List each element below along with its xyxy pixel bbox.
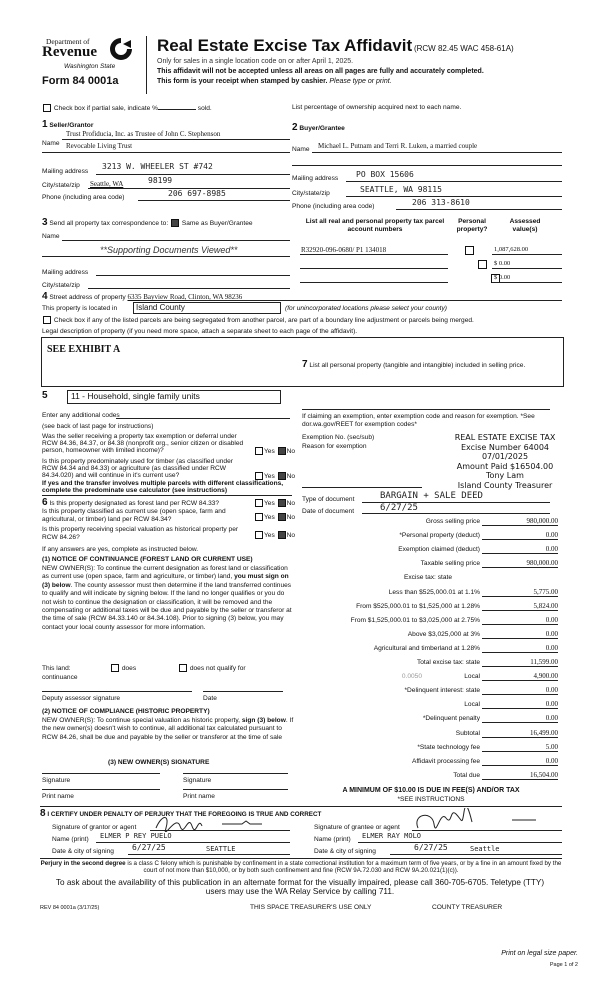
stamp-line: Island County Treasurer: [457, 480, 553, 490]
tax-label: Total due: [453, 771, 480, 779]
s6q1-no-checkbox[interactable]: [278, 499, 286, 507]
revenue-logo-text: Revenue: [42, 44, 97, 60]
grantor-name: ELMER P REY PUELO: [100, 832, 172, 840]
tax-value[interactable]: 5.00: [482, 743, 558, 752]
doc-type: BARGAIN + SALE DEED: [380, 491, 483, 501]
tax-value[interactable]: 0.00: [482, 644, 558, 653]
department-of-label: Department of: [46, 37, 90, 46]
buyer-name-field[interactable]: [312, 152, 562, 153]
tax-row: [300, 713, 562, 725]
signature-label-2: Signature: [183, 777, 212, 784]
q2-no-checkbox[interactable]: [278, 472, 286, 480]
tax-label: Gross selling price: [425, 518, 480, 525]
seller-heading-label: Seller/Grantor: [49, 122, 94, 129]
seller-name-line-2: [42, 152, 290, 153]
does-not-checkbox[interactable]: [179, 664, 187, 672]
seller-name-1: Trust Profiducia, Inc. as Trustee of John C. Stephenson: [66, 130, 221, 138]
grantee-name: ELMER RAY MOLO: [362, 832, 422, 840]
tax-value[interactable]: 0.00: [482, 616, 558, 625]
current-use-question: Is this property classified as current use (open space, farm and agricultural, or timber) land per RCW 84.34?: [42, 508, 226, 524]
n2-text-b: sign (3) below: [241, 717, 286, 724]
partial-sale: [42, 104, 212, 112]
codes-note: (see back of last page for instructions): [42, 423, 154, 430]
section-number: 4: [42, 291, 48, 302]
seller-zip: 98199: [148, 176, 173, 185]
header-divider: [146, 36, 147, 94]
doc-date-field[interactable]: [362, 513, 550, 514]
tax-row: [300, 629, 562, 641]
tax-value[interactable]: 0.00: [482, 757, 558, 766]
grantor-date: 6/27/25: [132, 843, 166, 852]
assessed-value: $ 0.00: [494, 274, 511, 281]
additional-codes-label: Enter any additional codes: [42, 412, 120, 419]
type-print-note: Please type or print.: [329, 78, 392, 85]
assessed-value-field[interactable]: [492, 282, 562, 283]
alternate-format-note: To ask about the availability of this publication in an alternate format for the visually impaired, please call 360-705-6705. Teletype (TTY) users may use the WA Relay Service by calling 711.: [55, 878, 545, 896]
partial-percent-field[interactable]: [158, 109, 196, 110]
print-label-2: Print name: [183, 793, 215, 800]
parcel-header-numbers: List all real and personal property tax parcel account numbers: [305, 218, 445, 233]
receipt-note: This form is your receipt when stamped by cashier.: [157, 78, 328, 85]
segregated-row: [42, 316, 474, 324]
local-rate: 0.0050: [401, 673, 422, 681]
stamp-line: Excise Number 64004: [460, 442, 550, 452]
signature-label-1: Signature: [42, 777, 71, 784]
use-code-value: 11 - Household, single family units: [71, 391, 200, 401]
county-treasurer-label: COUNTY TREASURER: [432, 904, 503, 911]
tax-value[interactable]: 16,499.00: [482, 729, 558, 738]
title-text: Real Estate Excise Tax Affidavit: [157, 36, 413, 55]
section-5-number: 5: [42, 390, 48, 401]
tax-label: Affidavit processing fee: [411, 757, 480, 765]
corr-city-field[interactable]: [88, 288, 290, 289]
deputy-sig-line[interactable]: [42, 691, 192, 692]
grantor-signature: [152, 812, 272, 832]
assessed-value: 1,087,628.00: [494, 246, 529, 253]
segregated-checkbox[interactable]: [43, 316, 51, 324]
tax-label: Local: [464, 701, 480, 709]
s6q3-answer: [254, 531, 295, 539]
parcel-number-field[interactable]: [300, 282, 448, 283]
tax-row: [300, 699, 562, 711]
tax-value[interactable]: 5,824.00: [482, 602, 558, 611]
tax-value[interactable]: 980,000.00: [482, 517, 558, 526]
signature-line-1[interactable]: [42, 773, 160, 774]
correspondence-label: Send all property tax correspondence to:: [49, 220, 169, 227]
yes-label: Yes: [264, 447, 275, 455]
historical-question: Is this property receiving special valuation as historical property per RCW 84.26?: [42, 526, 239, 542]
tax-row: [300, 756, 562, 768]
corr-mail-field[interactable]: [96, 275, 290, 276]
grantee-city: Seattle: [470, 845, 500, 853]
seller-mail: 3213 W. WHEELER ST #742: [102, 162, 213, 171]
county-note: (for unincorporated locations please select your county): [285, 305, 448, 312]
tax-row: [300, 728, 562, 740]
section-8-bottom-rule: [40, 858, 562, 859]
s6q1-answer: [254, 499, 295, 507]
personal-property-checkbox[interactable]: [478, 260, 487, 269]
street-field[interactable]: [140, 300, 562, 301]
notice-3-title: (3) NEW OWNER(S) SIGNATURE: [108, 759, 210, 766]
print-label-1: Print name: [42, 793, 74, 800]
parcel-number: R32920-096-0680/ P1 134018: [301, 246, 387, 254]
tax-row: [300, 558, 562, 570]
section-number: 8: [40, 808, 46, 819]
minimum-note: A MINIMUM OF $10.00 IS DUE IN FEE(S) AND/OR TAX: [342, 787, 520, 794]
does-option: [110, 664, 136, 672]
tax-row: [300, 742, 562, 754]
seller-city-label: City/state/zip: [42, 182, 80, 189]
q2-yes-checkbox[interactable]: [255, 472, 263, 480]
subtitle-2: This affidavit will not be accepted unless all areas on all pages are fully and accurately completed.: [157, 68, 484, 75]
continuance-label: continuance: [42, 674, 78, 681]
tax-label: Exemption claimed (deduct): [398, 546, 480, 554]
timber-question-note: If yes and the transfer involves multiple parcels with different classifications, complete the predominate use calculator (see instructions): [42, 480, 284, 495]
divider: [42, 495, 292, 496]
forest-question-text: Is this property designated as forest land per RCW 84.33?: [49, 500, 220, 507]
parcel-header-value: Assessed value(s): [509, 218, 541, 233]
buyer-phone-label: Phone (including area code): [292, 203, 375, 210]
grantee-date: 6/27/25: [414, 843, 448, 852]
perjury-bold: Perjury in the second degree: [40, 860, 126, 867]
grantee-signature: [412, 808, 552, 832]
tax-label: Taxable selling price: [420, 560, 480, 568]
buyer-city-label: City/state/zip: [292, 190, 330, 197]
buyer-phone: 206 313-8610: [412, 198, 470, 207]
print-line-2[interactable]: [183, 789, 288, 790]
exemption-no-label: Exemption No. (sec/sub): [302, 434, 375, 441]
legal-description: SEE EXHIBIT A: [47, 344, 121, 355]
grantee-date-field[interactable]: [390, 854, 562, 855]
n2-text-a: NEW OWNER(S): To continue special valuation as historic property,: [42, 717, 241, 724]
partial-sale-label: Check box if partial sale, indicate %: [53, 104, 158, 112]
county-value: Island County: [136, 303, 185, 312]
notice-1-title: (1) NOTICE OF CONTINUANCE (FOREST LAND OR CURRENT USE): [42, 556, 253, 563]
yes-label: Yes: [264, 513, 275, 521]
s6q1-yes-checkbox[interactable]: [255, 499, 263, 507]
parcel-number-field[interactable]: [300, 254, 448, 255]
personal-property-text: List all personal property (tangible and intangible) included in selling price.: [309, 362, 526, 369]
tax-label: *Personal property (deduct): [399, 532, 480, 540]
doc-type-label: Type of document: [302, 496, 355, 503]
page-number: Page 1 of 2: [549, 962, 578, 968]
q1-no-checkbox[interactable]: [278, 447, 286, 455]
parcel-number-field[interactable]: [300, 268, 448, 269]
supporting-documents-note: **Supporting Documents Viewed**: [100, 245, 238, 255]
tax-value[interactable]: 0.00: [482, 531, 558, 540]
q1-answer: [254, 447, 295, 455]
tax-row: [300, 530, 562, 542]
personal-property-checkbox[interactable]: [465, 246, 474, 255]
corr-name-line-2: [42, 256, 290, 257]
n1-text-a: NEW OWNER(S): To continue the current designation as forest land or classification as current use (open space, farm and agriculture, or timber) land,: [42, 565, 288, 581]
this-land-label: This land:: [42, 665, 71, 672]
seller-city: Seattle, WA: [90, 180, 124, 188]
tax-row: [300, 544, 562, 556]
tax-label: *State technology fee: [417, 743, 480, 751]
n1-text-b: you must sign on (3) below: [42, 573, 289, 589]
timber-question-text: Is this property predominately used for timber (as classified under RCW 84.34 and 84.33) or agriculture (as classified under RCW 84.34.020) and will continue in it's current use?: [42, 458, 233, 480]
tax-row: [300, 770, 562, 782]
signature-line-2[interactable]: [183, 773, 288, 774]
street-label: Street address of property: [49, 294, 126, 301]
seller-phone-label: Phone (including area code): [42, 194, 125, 201]
doc-date-label: Date of document: [302, 508, 355, 515]
form-title: [157, 36, 514, 56]
grantor-date-label: Date & city of signing: [52, 848, 114, 855]
print-line-1[interactable]: [42, 789, 160, 790]
doc-date: 6/27/25: [380, 503, 418, 513]
exemption-question: Was the seller receiving a property tax exemption or deferral under RCW 84.36, 84.37, or 84.38 (nonprofit org., senior citizen or disabled person, homeowner with limited income)?: [42, 433, 244, 455]
does-checkbox[interactable]: [111, 664, 119, 672]
no-label: No: [286, 499, 296, 507]
tax-label: *Delinquent interest: state: [404, 687, 480, 695]
tax-value[interactable]: 4,900.00: [482, 672, 558, 681]
buyer-mail-label: Mailing address: [292, 175, 339, 182]
section-number: 3: [42, 217, 48, 228]
tax-row: [300, 587, 562, 599]
tax-value[interactable]: 0.00: [482, 686, 558, 695]
tax-label: Local: [464, 673, 480, 681]
tax-label: Less than $525,000.01 at 1.1%: [388, 588, 480, 596]
treasurer-use-label: THIS SPACE TREASURER'S USE ONLY: [250, 904, 372, 911]
s6q2-no-checkbox[interactable]: [278, 513, 286, 521]
section-number: 6: [42, 497, 48, 508]
seller-name-label: Name: [42, 140, 60, 147]
grantee-sig-label: Signature of grantee or agent: [314, 824, 400, 831]
buyer-name-line-2: [292, 165, 562, 166]
corr-name-field[interactable]: [62, 240, 290, 241]
tax-label: Total excise tax: state: [416, 659, 480, 666]
section-number: 2: [292, 122, 298, 133]
reason-label: Reason for exemption: [302, 443, 367, 450]
q1-yes-checkbox[interactable]: [255, 447, 263, 455]
same-as-buyer-checkbox[interactable]: [171, 219, 179, 227]
exemption-note: If claiming an exemption, enter exemption code and reason for exemption. *See dor.wa.gov/REET for exemption codes*: [302, 413, 535, 429]
use-code-select[interactable]: [67, 390, 281, 404]
county-select[interactable]: [133, 302, 281, 314]
does-not-option: [178, 664, 246, 672]
partial-sale-checkbox[interactable]: [43, 104, 51, 112]
date-label: Date: [203, 695, 217, 702]
seller-phone-field[interactable]: [138, 200, 290, 201]
sold-label: sold.: [197, 104, 212, 112]
assessed-value-field[interactable]: [492, 254, 562, 255]
tax-label: From $525,000.01 to $1,525,000 at 1.28%: [356, 602, 480, 610]
tax-value[interactable]: 16,504.00: [482, 771, 558, 780]
assessed-value: $ 0.00: [494, 260, 511, 267]
washington-state-label: Washington State: [64, 63, 116, 70]
same-as-buyer-label: Same as Buyer/Grantee: [181, 220, 253, 227]
forest-question: [42, 497, 219, 508]
dor-logo-icon: [107, 36, 135, 62]
section-number: 1: [42, 119, 48, 130]
personal-property-field[interactable]: [302, 409, 550, 410]
tax-label: Agricultural and timberland at 1.28%: [373, 644, 480, 652]
s6q2-yes-checkbox[interactable]: [255, 513, 263, 521]
buyer-name-label: Name: [292, 146, 310, 153]
notice-1-text: [42, 565, 294, 632]
perjury-notice: [40, 860, 562, 874]
tax-row: [300, 671, 562, 683]
tax-label: Excise tax: state: [403, 574, 452, 582]
tax-value[interactable]: 0.00: [482, 700, 558, 709]
tax-value[interactable]: 11,599.00: [482, 658, 558, 667]
notice-2-text: [42, 717, 294, 742]
s6q3-yes-checkbox[interactable]: [255, 531, 263, 539]
tax-row: [300, 657, 562, 669]
s6q2-answer: [254, 513, 295, 521]
seller-mail-field[interactable]: [96, 174, 290, 175]
tax-value[interactable]: 0.00: [482, 630, 558, 639]
segregated-label: Check box if any of the listed parcels are being segregated from another parcel, are part of a boundary line adjustment or parcels being merged.: [53, 316, 474, 324]
tax-value[interactable]: 980,000.00: [482, 559, 558, 568]
n1-text-c: . The county assessor must then determine if the land transferred continues to qualify and will indicate by signing below. If the land no longer qualifies or you do not wish to continue the designation or classification, it will be removed and the compensating or additional taxes will be due and payable by the seller or transferor at the time of sale (RCW 84.33.140 or 84.34.108). Prior to signing (3) below, you may contact your local county assessor for more information.: [42, 581, 292, 631]
corr-mail-label: Mailing address: [42, 269, 89, 276]
buyer-city: SEATTLE, WA 98115: [360, 185, 442, 194]
no-label: No: [286, 513, 296, 521]
tax-row: [300, 601, 562, 613]
personal-property-label: [302, 361, 552, 370]
does-label: does: [121, 664, 137, 672]
stamp-line: Tony Lam: [486, 471, 524, 480]
revision: REV 84 0001a (3/17/25): [40, 905, 100, 911]
buyer-heading-label: Buyer/Grantee: [299, 125, 345, 132]
see-instructions: *SEE INSTRUCTIONS: [397, 796, 465, 803]
tax-label: *Delinquent penalty: [422, 715, 480, 723]
tax-row: [300, 572, 562, 584]
section-number: 7: [302, 359, 308, 370]
tax-label: From $1,525,000.01 to $3,025,000 at 2.75%: [350, 616, 480, 624]
exemption-field-line: [302, 487, 422, 488]
corr-name-label: Name: [42, 233, 60, 240]
rcw-reference: (RCW 82.45 WAC 458-61A): [413, 44, 514, 53]
grantor-sig-label: Signature of grantor or agent: [52, 824, 137, 831]
grantor-city: SEATTLE: [206, 845, 236, 853]
notice-2-title: (2) NOTICE OF COMPLIANCE (HISTORIC PROPERTY): [42, 708, 210, 715]
tax-value[interactable]: 0.00: [482, 545, 558, 554]
assessed-value-field[interactable]: [492, 268, 562, 269]
perjury-text: is a class C felony which is punishable by confinement in a state correctional institution for a maximum term of five years, or by a fine in an amount fixed by the court of not more than $10,000, or by both such confinement and fine (RCW 9A.72.030 and RCW 9A.20.021(1)(c)).: [125, 860, 562, 874]
grantor-name-field[interactable]: [96, 842, 290, 843]
tax-value[interactable]: 0.00: [482, 714, 558, 723]
does-not-label: does not qualify for: [189, 664, 246, 672]
tax-row: [300, 615, 562, 627]
buyer-phone-field[interactable]: [396, 209, 562, 210]
buyer-mail: PO BOX 15606: [356, 170, 414, 179]
if-yes-note: If any answers are yes, complete as instructed below.: [42, 546, 199, 553]
subtitle-3: [157, 78, 392, 85]
grantor-date-field[interactable]: [128, 854, 290, 855]
date-line[interactable]: [203, 691, 283, 692]
yes-label: Yes: [264, 499, 275, 507]
tax-row: [300, 685, 562, 697]
ownership-note: List percentage of ownership acquired next to each name.: [292, 104, 462, 111]
seller-name-field[interactable]: [62, 139, 290, 140]
grantee-name-label: Name (print): [314, 836, 351, 843]
stamp-line: 07/01/2025: [481, 452, 529, 461]
buyer-name: Michael L. Putnam and Terri R. Luken, a married couple: [318, 142, 478, 150]
no-label: No: [286, 472, 296, 480]
certify-text: I CERTIFY UNDER PENALTY OF PERJURY THAT THE FOREGOING IS TRUE AND CORRECT: [47, 811, 322, 818]
grantee-date-label: Date & city of signing: [314, 848, 376, 855]
corr-city-label: City/state/zip: [42, 282, 80, 289]
seller-name-2: Revocable Living Trust: [66, 142, 133, 150]
form-number: Form 84 0001a: [42, 75, 119, 87]
located-in-label: This property is located in: [42, 305, 118, 312]
legal-desc-label: Legal description of property (if you need more space, attach a separate sheet to each page of the affidavit).: [42, 328, 358, 335]
grantor-name-label: Name (print): [52, 836, 89, 843]
buyer-heading: [292, 122, 345, 133]
q2-answer: [254, 472, 295, 480]
parcel-header-personal: Personal property?: [456, 218, 488, 233]
no-label: No: [286, 447, 296, 455]
stamp-line: Amount Paid $16504.00: [456, 461, 554, 471]
grantee-name-field[interactable]: [358, 842, 562, 843]
yes-label: Yes: [264, 531, 275, 539]
no-label: No: [286, 531, 296, 539]
seller-phone: 206 697-8985: [168, 189, 226, 198]
tax-label: Subtotal: [455, 729, 480, 737]
tax-label: Above $3,025,000 at 3%: [407, 630, 480, 638]
correspondence-heading: [42, 217, 253, 228]
n2-text-c: . If the new owner(s) doesn't wish to continue, all additional tax calculated pursuant to RCW 84.26, shall be due and payable by the seller or transferor at the time of sale: [42, 717, 294, 741]
subtitle-1: Only for sales in a single location code on or after April 1, 2025.: [157, 58, 354, 65]
street-value: 6335 Bayview Road, Clinton, WA 98236: [127, 293, 243, 301]
buyer-city-field[interactable]: [346, 196, 562, 197]
seller-mail-label: Mailing address: [42, 168, 89, 175]
additional-codes-field[interactable]: [116, 418, 290, 419]
yes-label: Yes: [264, 472, 275, 480]
tax-row: [300, 643, 562, 655]
stamp-line: REAL ESTATE EXCISE TAX: [454, 433, 556, 442]
section-8-top-rule: [40, 806, 562, 807]
legal-paper-note: Print on legal size paper.: [501, 950, 578, 957]
deputy-label: Deputy assessor signature: [42, 695, 121, 702]
tax-value[interactable]: 5,775.00: [482, 588, 558, 597]
tax-row: [300, 516, 562, 528]
buyer-mail-field[interactable]: [346, 181, 562, 182]
s6q3-no-checkbox[interactable]: [278, 531, 286, 539]
seller-heading: [42, 119, 93, 130]
